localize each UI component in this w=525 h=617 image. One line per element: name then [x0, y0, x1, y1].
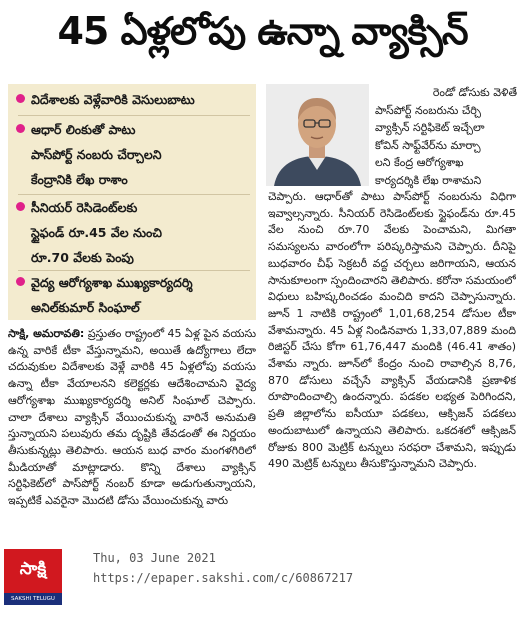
epaper-url[interactable]: https://epaper.sakshi.com/c/60867217	[93, 571, 354, 585]
article-line: కార్యదర్శికి లేఖ రాశామని	[375, 173, 482, 187]
left-article-body	[8, 326, 256, 540]
highlight-item	[8, 87, 256, 112]
highlights-box	[8, 84, 256, 320]
highlight-item	[8, 117, 256, 192]
article-line: రెండో డోసుకు వెళితే	[432, 86, 517, 99]
person-photo	[266, 84, 369, 186]
highlight-item	[8, 195, 256, 270]
left-article-text: ప్రస్తుతం రాష్ట్రంలో 45 ఏళ్ల పైన వయసు ఉన్న వారికే టీకా వేస్తున్నామని, అయితే ఉద్యోగాలు లేదా చదువుకుల విదేశాలకు వెళ్లే వారికి 45 ఏళ్లలోపు వయసు ఉన్నా టీకా వేయాలనని కలెక్టర్లకు ఆదేశించామని వైద్య ఆరోగ్యశాఖ ముఖ్యకార్యదర్శి అనిల్ సింఘాల్ చెప్పారు. చాలా దేశాలు వ్యాక్సిన్ వేయించుకున్న వారినే అనుమతి స్తున్నాయని పలువురు తమ దృష్టికి తేవడంతో ఈ నిర్ణయం తీసుకున్నట్లు తెలిపారు. ఆయన బుధ వారం మంగళగిరిలో మీడియాతో మాట్లాడారు. కొన్ని దేశాలు వ్యాక్సిన్ సర్టిఫికెట్‌లో పాస్‌పోర్ట్ నంబర్ కూడా అడుగుతున్నాయని, ఇప్పటికే ఎవరైనా మొదటి డోసు వేయించుకున్న వారు	[8, 327, 256, 508]
highlight-line: స్టైఫండ్ రూ.45 వేల నుంచి	[31, 225, 162, 240]
right-article-body: చెప్పారు. ఆధార్‌తో పాటు పాస్‌పోర్ట్ నంబరును విధిగా ఇవ్వాల్సన్నారు. సీనియర్ రెసిడెంట్‌లకు స్టైఫండ్‌ను రూ.45 వేల నుంచి రూ.70 వేలకు పెంచామని, మిగతా సమస్యలను వారంలోగా పరిష్కరిస్తామని చెప్పారు. దీనిపై బుధవారం చీఫ్ సెక్రటరీ వద్ద చర్చలు జరిగాయని, ఆయన సానుకూలంగా స్పందించారని తెలిపారు. కరోనా సమయంలో విధులు బహిష్కరించడం మంచిది కాదని చెప్పాసున్నారు. జూన్ 1 నాటికి రాష్ట్రంలో 1,01,68,254 డోసుల టీకా వేశామన్నారు. 45 ఏళ్ల నిండినవారు 1,33,07,889 మంది రిజిస్టర్ చేసు కోగా 61,76,447 మందికి (46.41 శాతం) వేశామ న్నారు. జూన్‌లో కేంద్రం నుంచి రావాల్సిన 8,76, 870 డోసులు వచ్చేసే వ్యాక్సిన్ వేయడానికి ప్రణాళిక రూపొందించాల్సి ఉందన్నారు. పడకల లభ్యత పెరిగిందని, ప్రతి జిల్లాలోను ఐసీయూ పడకలు, ఆక్సిజన్ పడకలు అందుబాటులో ఉన్నాయని తెలిపారు. ఒకదశలో ఆక్సిజన్ రోజుకు 800 మెట్రిక్ టన్నులు సరఫరా చేశామని, ఇప్పుడు 490 మెట్రిక్ టన్నులు తీసుకొస్తున్నామని చెప్పారు.	[268, 190, 516, 471]
right-top-column	[375, 84, 517, 189]
highlight-line: కేంద్రానికి లేఖ రాశాం	[31, 172, 128, 187]
dateline: సాక్షి, అమరావతి:	[8, 327, 85, 340]
highlight-line: అనిల్‌కుమార్ సింఘాల్	[31, 300, 140, 315]
bullet-icon	[16, 202, 25, 211]
highlight-item	[8, 270, 256, 320]
highlight-divider	[18, 115, 250, 116]
bullet-icon	[16, 94, 25, 103]
article-line: లని కేంద్ర ఆరోగ్యశాఖ	[375, 156, 464, 169]
logo-tagline: SAKSHI TELUGU DAILY	[4, 593, 62, 605]
highlight-line: విదేశాలకు వెళ్లేవారికి వెసులుబాటు	[31, 92, 195, 107]
highlight-line: ఆధార్ లింకుతో పాటు	[31, 122, 136, 137]
article-line: వ్యాక్సిన్ సర్టిఫికెట్ ఇచ్చేలా	[375, 121, 485, 134]
footer	[0, 545, 525, 613]
person-portrait-icon	[266, 84, 369, 186]
highlight-line: సీనియర్ రెసిడెంట్‌లకు	[31, 200, 138, 215]
bullet-icon	[16, 124, 25, 133]
highlight-line: రూ.70 వేలకు పెంపు	[31, 250, 134, 265]
article-line: పాస్‌పోర్ట్ నంబరును చేర్చి	[375, 103, 481, 117]
headline: 45 ఏళ్లలోపు ఉన్నా వ్యాక్సిన్	[57, 9, 468, 53]
bullet-icon	[16, 277, 25, 286]
highlight-line: వైద్య ఆరోగ్యశాఖ ముఖ్యకార్యదర్శి	[31, 275, 193, 290]
sakshi-logo: సాక్షి	[4, 549, 62, 593]
highlight-line: పాస్‌పోర్ట్ నంబరు చేర్చాలని	[31, 147, 162, 162]
article-line: కోవిన్ సాఫ్ట్‌వేర్‌ను మార్చా	[375, 138, 481, 152]
edition-date: Thu, 03 June 2021	[93, 551, 216, 565]
